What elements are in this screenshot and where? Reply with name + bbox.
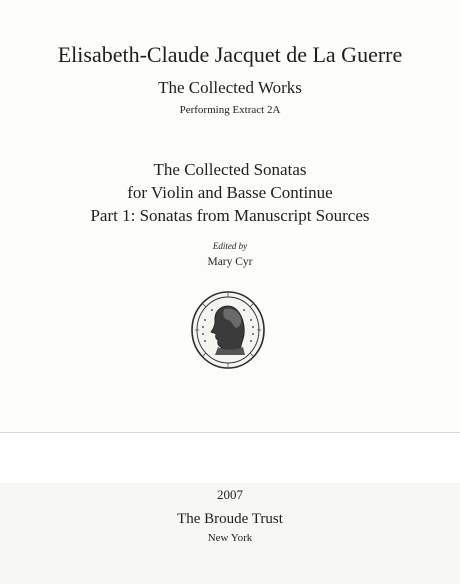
paper-band [0,432,460,484]
publisher-city: New York [207,532,253,544]
edited-by-label: Edited by [212,241,248,251]
composer-name: Elisabeth-Claude Jacquet de La Guerre [57,42,403,67]
extract-label: Performing Extract 2A [179,104,281,116]
portrait-medallion-icon [188,290,268,370]
publication-year: 2007 [217,487,243,502]
editor-name: Mary Cyr [207,256,253,268]
series-title: The Collected Works [158,78,302,97]
volume-title-line-3: Part 1: Sonatas from Manuscript Sources [90,206,370,225]
volume-title-line-2: for Violin and Basse Continue [127,183,333,202]
publisher-name: The Broude Trust [177,511,283,527]
volume-title-line-1: The Collected Sonatas [153,160,307,179]
